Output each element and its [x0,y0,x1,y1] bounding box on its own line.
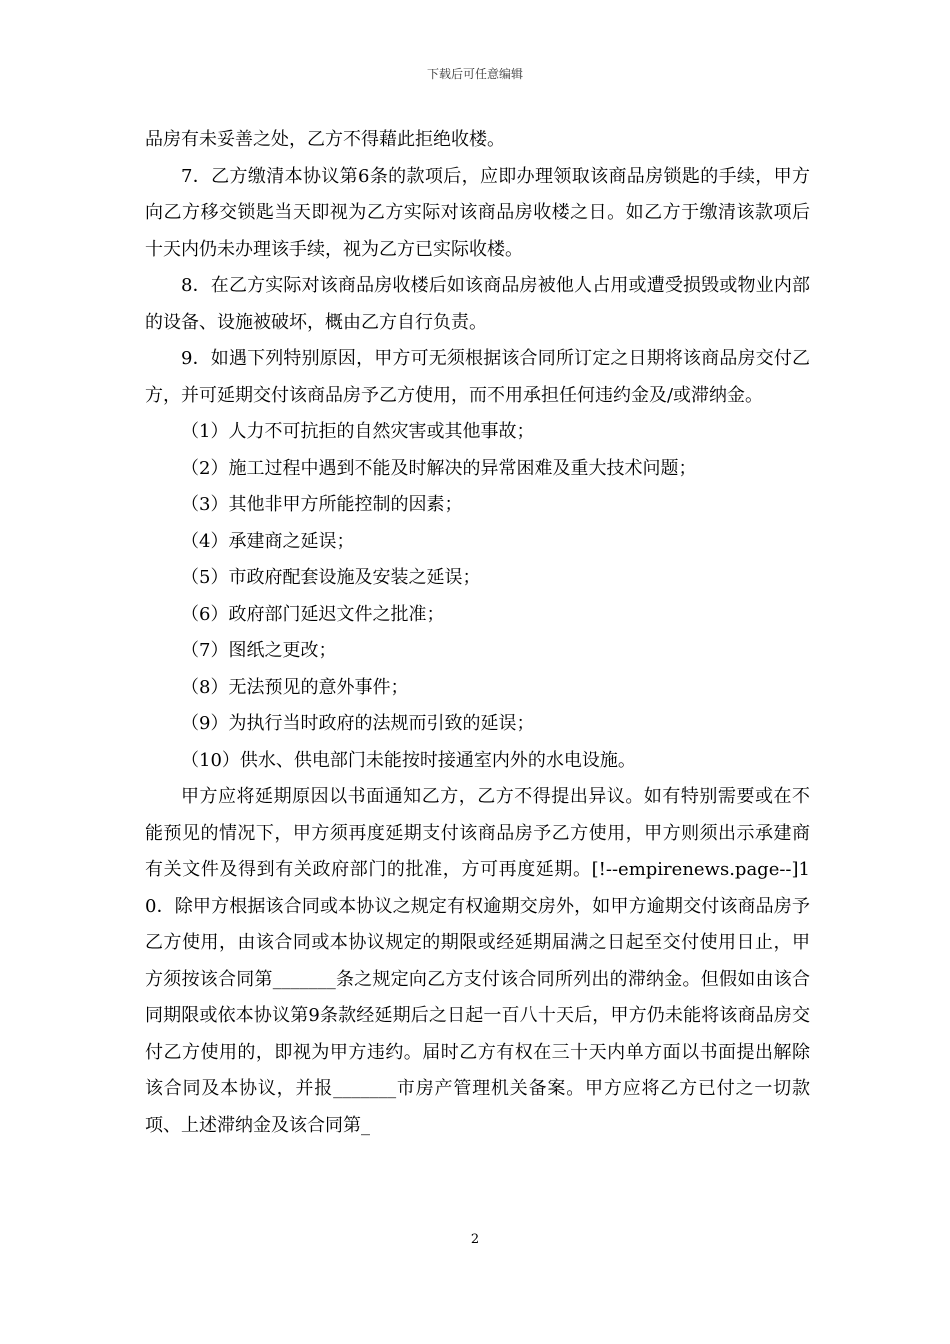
list-item-2: （2）施工过程中遇到不能及时解决的异常困难及重大技术问题； [181,457,697,479]
paragraph-clause-9: 9．如遇下列特别原因，甲方可无须根据该合同所订定之日期将该商品房交付乙方，并可延期交付该商品房予乙方使用，而不用承担任何违约金及/或滞纳金。 [145,348,810,406]
page-number: 2 [470,1232,480,1247]
list-item-7: （7）图纸之更改； [181,640,337,661]
list-item-10: （10）供水、供电部门未能按时接通室内外的水电设施。 [181,749,636,771]
paragraph-continuation: 品房有未妥善之处，乙方不得藉此拒绝收楼。 [145,129,505,150]
paragraph-delay-notice-clause-10: 甲方应将延期原因以书面通知乙方，乙方不得提出异议。如有特别需要或在不能预见的情况下，甲方须再度延期支付该商品房予乙方使用，甲方则须出示承建商有关文件及得到有关政府部门的批准，方可再度延期。[!--empirenews.page--]10．除甲方根据该合同或本协议之规定有权逾期交房外，如甲方逾期交付该商品房予乙方使用，由该合同或本协议规定的期限或经延期届满之日起至交付使用日止，甲方须按该合同第_______条之规定向乙方支付该合同所列出的滞纳金。但假如由该合同期限或依本协议第9条款经延期后之日起一百八十天后，甲方仍未能将该商品房交付乙方使用的，即视为甲方违约。届时乙方有权在三十天内单方面以书面提出解除该合同及本协议，并报_______市房产管理机关备案。甲方应将乙方已付之一切款项、上述滞纳金及该合同第_ [145,786,810,1136]
list-item-5: （5）市政府配套设施及安装之延误； [181,567,481,588]
list-item-4: （4）承建商之延误； [181,530,355,552]
list-item-3: （3）其他非甲方所能控制的因素； [181,494,463,515]
list-item-9: （9）为执行当时政府的法规而引致的延误； [181,713,535,734]
page-header: 下载后可任意编辑 [426,67,523,81]
list-item-6: （6）政府部门延迟文件之批准； [181,603,445,625]
list-item-8: （8）无法预见的意外事件； [181,676,409,698]
paragraph-clause-7: 7．乙方缴清本协议第6条的款项后，应即办理领取该商品房锁匙的手续，甲方向乙方移交锁匙当天即视为乙方实际对该商品房收楼之日。如乙方于缴清该款项后十天内仍未办理该手续，视为乙方已实际收楼。 [145,165,810,260]
document-body [145,122,810,1144]
paragraph-clause-8: 8．在乙方实际对该商品房收楼后如该商品房被他人占用或遭受损毁或物业内部的设备、设施被破坏，概由乙方自行负责。 [145,275,810,333]
list-item-1: （1）人力不可抗拒的自然灾害或其他事故； [181,421,535,442]
